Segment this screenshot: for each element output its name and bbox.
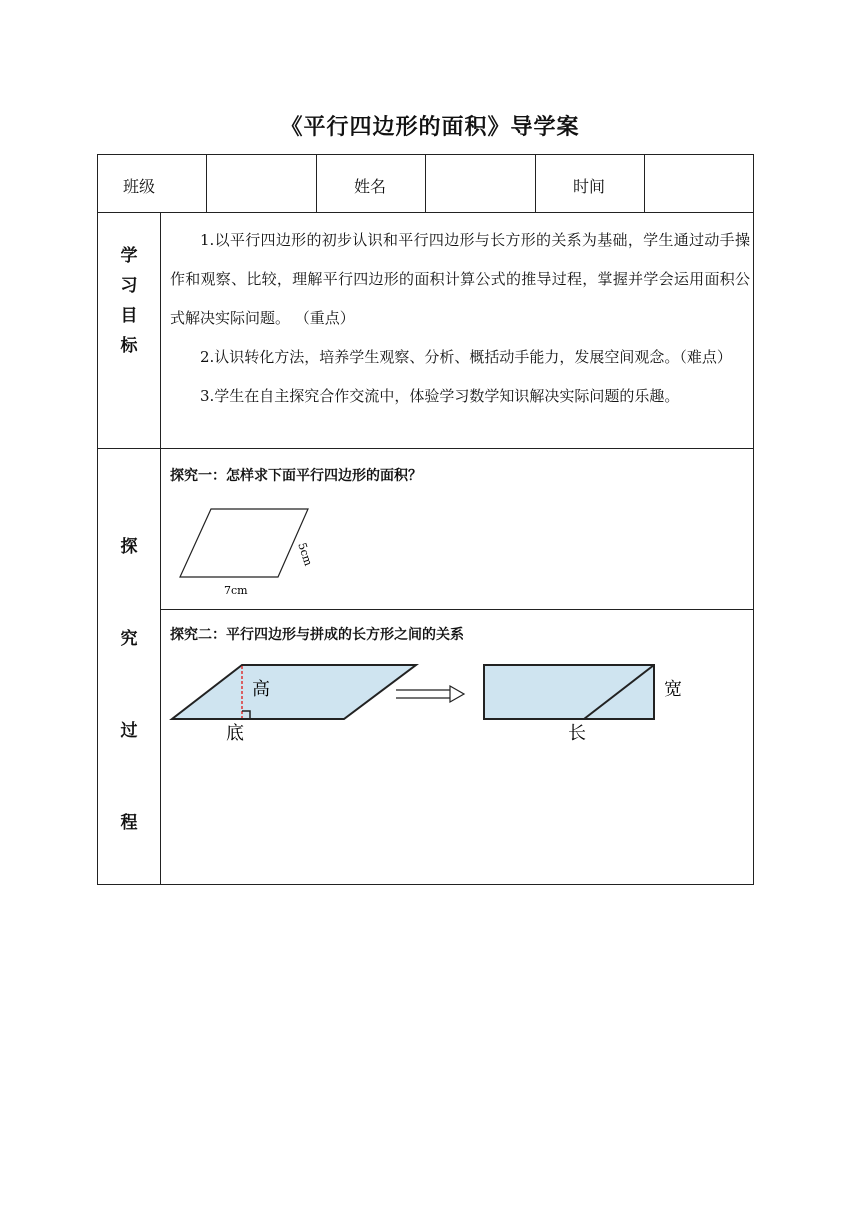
class-label: 班级 <box>123 177 156 196</box>
goal-item: 2.认识转化方法，培养学生观察、分析、概括动手能力，发展空间观念。（难点） <box>200 348 732 366</box>
explore-heading-char: 究 <box>120 629 138 649</box>
goal-item: 3.学生在自主探究合作交流中，体验学习数学知识解决实际问题的乐趣。 <box>200 387 680 405</box>
time-label: 时间 <box>573 177 606 196</box>
col-divider <box>425 155 426 212</box>
conversion-diagram <box>168 653 708 753</box>
height-label: 高 <box>252 679 270 700</box>
base-label: 底 <box>226 723 244 744</box>
explore-heading-char: 探 <box>120 537 138 557</box>
col-divider <box>316 155 317 212</box>
row-divider <box>98 448 753 449</box>
worksheet-table <box>97 154 754 885</box>
explore-one-title: 探究一：怎样求下面平行四边形的面积？ <box>170 468 422 484</box>
row-divider <box>160 609 753 610</box>
page-title: 《平行四边形的面积》导学案 <box>280 115 580 140</box>
parallelogram-shape <box>180 509 308 577</box>
explore-heading-char: 过 <box>120 721 138 741</box>
goals-list <box>170 221 750 416</box>
width-label: 宽 <box>664 679 682 700</box>
name-label: 姓名 <box>354 177 387 196</box>
col-divider <box>644 155 645 212</box>
base-length-label: 7cm <box>224 584 248 597</box>
goal-item: 1.以平行四边形的初步认识和平行四边形与长方形的关系为基础，学生通过动手操作和观察、比较，理解平行四边形的面积计算公式的推导过程，掌握并学会运用面积公式解决实际问题。 （重点） <box>170 231 750 327</box>
goals-heading-char: 目 <box>120 306 138 326</box>
parallelogram-figure <box>168 495 328 600</box>
explore-two-title: 探究二：平行四边形与拼成的长方形之间的关系 <box>170 627 464 643</box>
explore-heading <box>98 501 160 869</box>
row-divider <box>98 212 753 213</box>
goals-heading-char: 学 <box>120 246 138 266</box>
arrow-head <box>450 686 464 702</box>
goals-heading-char: 习 <box>120 276 138 296</box>
goals-heading <box>98 241 160 361</box>
explore-heading-char: 程 <box>120 813 138 833</box>
col-divider <box>160 212 161 885</box>
goals-heading-char: 标 <box>120 336 138 356</box>
col-divider <box>206 155 207 212</box>
side-length-label: 5cm <box>295 541 315 568</box>
shaded-parallelogram <box>172 665 416 719</box>
col-divider <box>535 155 536 212</box>
shaded-rectangle <box>484 665 654 719</box>
length-label: 长 <box>568 723 586 744</box>
